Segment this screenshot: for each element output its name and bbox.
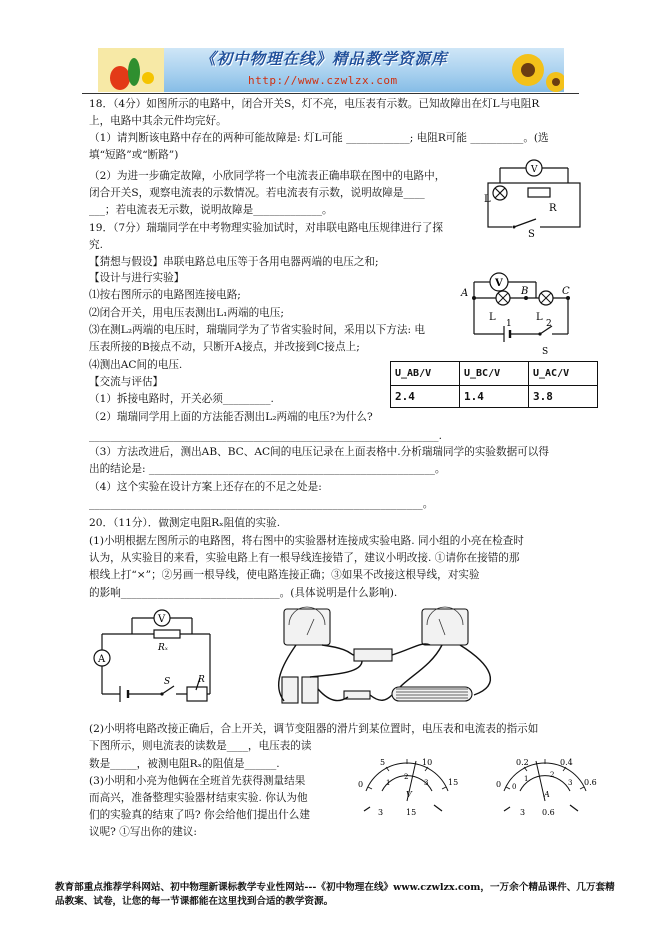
- q19-lamp2-index: 2: [546, 319, 552, 329]
- table-cell-ubc: 1.4: [460, 386, 529, 408]
- amp-inner-3: 3: [568, 779, 573, 787]
- banner-divider: [82, 93, 579, 94]
- q19-line: ⑷测出AC间的电压.: [89, 359, 183, 371]
- q20-apparatus-illustration: [262, 605, 534, 715]
- q19-line: 出的结论是: ______________________________________________________。: [89, 463, 446, 475]
- table-cell-uac: 3.8: [529, 386, 598, 408]
- amp-tick-0.6: 0.6: [584, 778, 597, 787]
- q18-line: 填“短路”或“断路”): [89, 149, 179, 161]
- q20-line: 而高兴，准备整理实验器材结束实验. 你认为他: [89, 792, 308, 804]
- q19-point-c: C: [562, 286, 570, 297]
- q18-resistor-label: R: [549, 203, 557, 214]
- q19-lamp1-label: L: [489, 312, 496, 323]
- q19-line: 【猜想与假设】串联电路总电压等于各用电器两端的电压之和;: [89, 256, 379, 268]
- q19-line: ⑵闭合开关，用电压表测出L₁两端的电压;: [89, 307, 284, 319]
- volt-tick-0: 0: [358, 780, 364, 789]
- banner-title: 《初中物理在线》精品教学资源库: [200, 49, 448, 68]
- q18-line: 18．（4分）如图所示的电路中，闭合开关S，灯不亮，电压表有示数。已知故障出在灯L与电阻R: [89, 98, 540, 110]
- q19-line: 19．（7分）瑞瑞同学在中考物理实验加试时，对串联电路电压规律进行了探: [89, 222, 443, 234]
- q19-line: （1）拆接电路时，开关必须_________.: [89, 393, 274, 405]
- volt-inner-1: 1: [386, 779, 391, 787]
- voltmeter-dial: [352, 755, 462, 819]
- q19-lamp1-index: 1: [506, 319, 512, 329]
- table-header-uac: U_AC/V: [529, 362, 598, 386]
- volt-tick-5: 5: [380, 758, 386, 767]
- q19-line: ⑴按右图所示的电路图连接电路;: [89, 289, 241, 301]
- q20-line: (1)小明根据左图所示的电路图，将右图中的实验器材连接成实验电路. 同小组的小亮在检查时: [89, 535, 524, 547]
- q20-line: 20．（11分）．做测定电阻Rₓ阻值的实验.: [89, 517, 281, 529]
- volt-tick-10: 10: [422, 758, 433, 767]
- amp-inner-0: 0: [512, 783, 517, 791]
- page-footer: 教育部重点推荐学科网站、初中物理新课标教学专业性网站---《初中物理在线》www.czwlzx.com，一万余个精品课件、几万套精品教案、试卷，让您的每一节课都能在这里找到合适的教学资源。: [55, 882, 615, 907]
- header-banner: [98, 48, 564, 92]
- table-header-uab: U_AB/V: [391, 362, 460, 386]
- volt-term-15: 15: [406, 808, 417, 817]
- q20-line: (2)小明将电路改接正确后，合上开关，调节变阻器的滑片到某位置时，电压表和电流表的指示如: [89, 723, 539, 735]
- q20-voltmeter-label: V: [158, 614, 166, 625]
- q20-line: 议呢? ①写出你的建议:: [89, 826, 197, 838]
- table-header-ubc: U_BC/V: [460, 362, 529, 386]
- q19-line: 【设计与进行实验】: [89, 272, 185, 284]
- amp-tick-0.4: 0.4: [560, 758, 573, 767]
- amp-tick-0: 0: [496, 780, 502, 789]
- voltage-data-table: [390, 361, 598, 408]
- q20-line: 下图所示，则电流表的读数是____，电压表的读: [89, 740, 312, 752]
- q18-line: （2）为进一步确定故障，小欣同学将一个电流表正确串联在图中的电路中，: [89, 170, 446, 182]
- q19-line: 【交流与评估】: [89, 376, 164, 388]
- volt-inner-3: 3: [424, 779, 429, 787]
- volt-tick-15: 15: [448, 778, 459, 787]
- q19-circuit-diagram: [456, 268, 586, 358]
- q19-line: __________________________________________________________________.: [89, 430, 442, 442]
- q19-line: （3）方法改进后，测出AB、BC、AC间的电压记录在上面表格中.分析瑞瑞同学的实验数据可以得: [89, 446, 549, 458]
- q19-line: 压表所接的B接点不动，只断开A接点，并改接到C接点上;: [89, 341, 360, 353]
- q18-line: （1）请判断该电路中存在的两种可能故障是: 灯L可能 ____________; 电阻R可能 __________。(选: [89, 132, 549, 144]
- amp-term-0.6: 0.6: [542, 808, 555, 817]
- q20-line: 们的实验真的结束了吗? 你会给他们提出什么建: [89, 809, 310, 821]
- q20-line: 数是_____，被测电阻Rₓ的阻值是______.: [89, 758, 280, 770]
- amp-term-3: 3: [520, 808, 526, 817]
- q19-point-b: B: [521, 286, 529, 297]
- volt-inner-2: 2: [404, 773, 409, 781]
- q20-line: 的影响______________________________。(具体说明是什么影响).: [89, 587, 398, 599]
- q20-rx-label: Rₓ: [158, 643, 168, 653]
- q20-rheostat-label: R: [198, 675, 205, 685]
- q18-circuit-diagram: [478, 155, 588, 237]
- amp-tick-0.2: 0.2: [516, 758, 529, 767]
- q18-line: 上，电路中其余元件均完好。: [89, 115, 227, 127]
- q19-line: ⑶在测L₂两端的电压时，瑞瑞同学为了节省实验时间，采用以下方法: 电: [89, 324, 426, 336]
- q18-switch-label: S: [528, 229, 535, 237]
- q20-line: 认为，从实验目的来看，实验电路上有一根导线连接错了，建议小明改接. ①请你在接错的那: [89, 552, 520, 564]
- amp-inner-2: 2: [550, 771, 555, 779]
- q20-line: (3)小明和小亮为他俩在全班首先获得测量结果: [89, 775, 306, 787]
- q18-line: 闭合开关S，观察电流表的示数情况。若电流表有示数，说明故障是____: [89, 187, 425, 199]
- q19-switch-label: S: [542, 347, 549, 357]
- volt-unit: V: [406, 790, 412, 799]
- q19-voltmeter-label: V: [495, 278, 503, 289]
- q19-line: （2）瑞瑞同学用上面的方法能否测出L₂两端的电压?为什么?: [89, 411, 373, 423]
- table-cell-uab: 2.4: [391, 386, 460, 408]
- q20-ammeter-label: A: [98, 654, 106, 665]
- volt-term-3: 3: [378, 808, 384, 817]
- q19-lamp2-label: L: [536, 312, 543, 323]
- q19-point-a: A: [461, 288, 469, 299]
- amp-unit: A: [544, 790, 550, 799]
- q19-line: （4）这个实验在设计方案上还存在的不足之处是:: [89, 481, 322, 493]
- q18-line: ___；若电流表无示数，说明故障是_____________。: [89, 204, 333, 216]
- q18-voltmeter-label: V: [531, 165, 538, 175]
- banner-url[interactable]: http://www.czwlzx.com: [248, 74, 398, 87]
- q18-lamp-label: L: [484, 194, 491, 205]
- q20-schematic: [92, 606, 222, 702]
- ammeter-dial: [490, 755, 600, 819]
- q20-line: 根线上打“×”；②另画一根导线，使电路连接正确；③如果不改接这根导线，对实验: [89, 569, 480, 581]
- q19-line: _______________________________________________________________。: [89, 498, 434, 510]
- q19-line: 究.: [89, 239, 103, 251]
- q20-switch-label: S: [164, 677, 171, 687]
- amp-inner-1: 1: [524, 775, 529, 783]
